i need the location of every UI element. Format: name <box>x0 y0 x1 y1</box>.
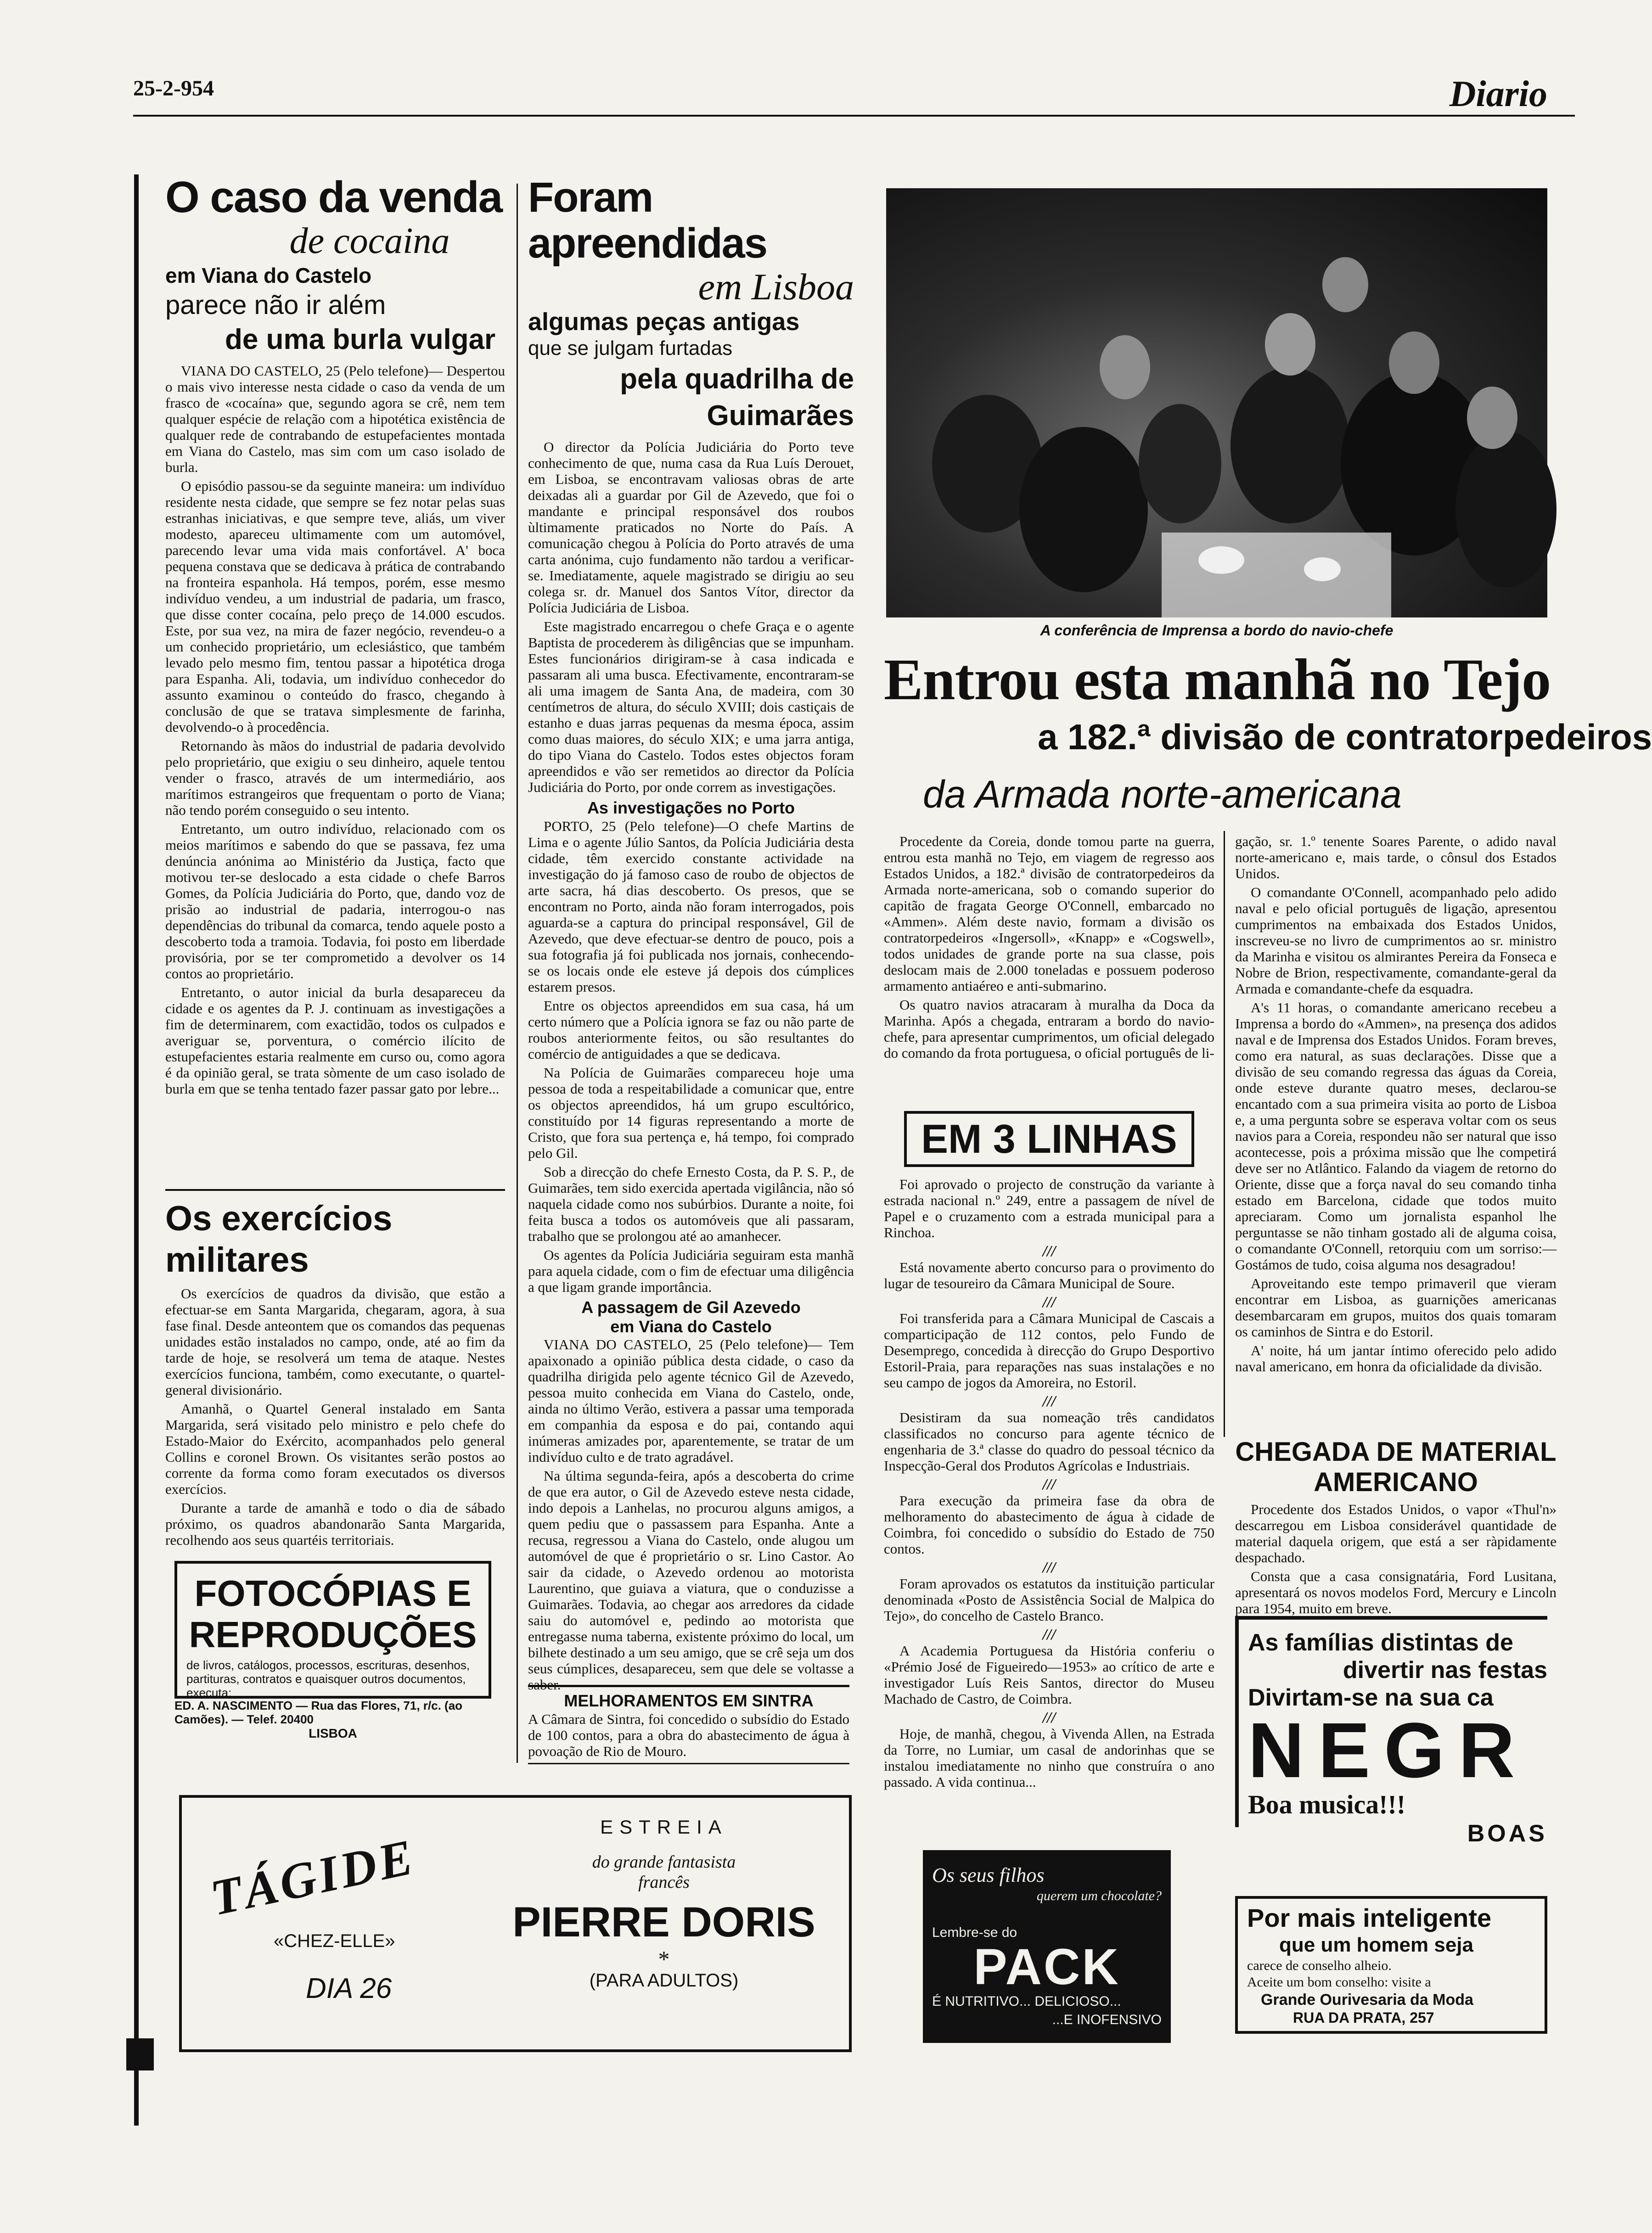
paragraph: Retornando às mãos do industrial de padaria devolvido pelo proprietário, que exigiu o seu dinheiro, aquele tentou vender o frasco, através de um intermediário, aos marítimos estrangeiros que frequentam o porto de Viana; não tendo porém conseguido o seu intento. <box>165 738 505 818</box>
paragraph: Entretanto, o autor inicial da burla desapareceu da cidade e os agentes da P. J. continuam as investigações a fim de determinarem, com exactidão, todos os culpados e averiguar se, porventura, o comércio ilícito de estupefacientes estaria realmente em curso ou, como agora é da opinião geral, se trata sòmente de um caso isolado de burla em que se tenha tentado fazer passar gato por lebre... <box>165 984 505 1097</box>
adultos-label: (PARA ADULTOS) <box>589 1970 739 1991</box>
paragraph: A's 11 horas, o comandante americano recebeu a Imprensa a bordo do «Ammen», na presença dos adidos naval e de Imprensa dos Estados Unidos. Foram breves, como era natural, as suas declarações. Disse que a divisão de seu comando regressa das águas da Coreia, onde esteve durante quatro meses, declarou-se encantado com a sua primeira visita ao porto de Lisboa e, a uma pergunta sobre se esperava voltar com os seus navios para a Coreia, respondeu não ser natural que isso acontecesse, pois a próxima missão que lhe competirá deve ser no Atlântico. Falando da viagem de retorno do Oriente, disse que a força naval do seu comando tinha estado em Barcelona, cidade que todos muito apreciaram. Como um jornalista espanhol lhe perguntasse se não tinham gostado ali de alguma coisa, o comandante O'Connell, retorquiu com um sorriso:—Gostámos de tudo, coisa alguma nos desagradou! <box>1235 999 1556 1273</box>
pierre-doris-block <box>503 1816 825 1991</box>
apreendidas-subtitle-2b: em Viana do Castelo <box>610 1317 772 1336</box>
exercicios-article <box>165 1198 505 1551</box>
apreendidas-title-4: que se julgam furtadas <box>528 337 733 359</box>
sintra-article <box>528 1685 849 1764</box>
tagide-ad <box>179 1795 852 2052</box>
chegada-article <box>1235 1437 1556 1619</box>
apreendidas-body <box>528 439 854 1693</box>
separator: /// <box>1042 1476 1056 1493</box>
paragraph: Aproveitando este tempo primaveril que vieram encontrar em Lisboa, as guarnições americanas desembarcaram em grupos, muitos dos quais tomaram os caminhos de Sintra e do Estoril. <box>1235 1275 1556 1340</box>
header-rule <box>133 115 1575 117</box>
paragraph: Procedente da Coreia, donde tomou parte na guerra, entrou esta manhã no Tejo, em viagem de regresso aos Estados Unidos, a 182.ª divisão de contratorpedeiros da Armada norte-americana, sob o comando superior do capitão de fragata George O'Connell, embarcado no «Ammen». Além deste navio, formam a divisão os contratorpedeiros «Ingersoll», «Knapp» e «Cogswell», todos unidades de grande porte na sua classe, pois deslocam mais de 2.000 toneladas e possuem poderoso armamento antiaéreo e anti-submarino. <box>884 833 1214 994</box>
cocaina-title-4: parece não ir além <box>165 290 386 320</box>
separator: /// <box>1042 1393 1056 1410</box>
apreendidas-article <box>528 174 854 1695</box>
paragraph: Na Polícia de Guimarães compareceu hoje uma pessoa de toda a respeitabilidade a comunicar que, entre os objectos apreendidos, há um grupo escultórico, constituído por 14 figuras representando a morte de Cristo, que fora sua pertença e, há tempo, foi comprado pelo Gil. <box>528 1065 854 1161</box>
exercicios-title: Os exercícios militares <box>165 1199 393 1279</box>
ourivesaria-line-6: RUA DA PRATA, 257 <box>1293 2009 1434 2026</box>
list-item: Está novamente aberto concurso para o provimento do lugar de tesoureiro da Câmara Municipal de Soure. <box>884 1259 1214 1291</box>
paragraph: gação, sr. 1.º tenente Soares Parente, o adido naval norte-americano e, mais tarde, o cônsul dos Estados Unidos. <box>1235 833 1556 881</box>
paragraph: O comandante O'Connell, acompanhado pelo adido naval e pelo oficial português de ligação, apresentou cumprimentos na embaixada dos Estados Unidos, inscreveu-se no livro de cumprimentos ao sr. ministro da Marinha e visitou os almirantes Pereira da Fonseca e Nobre de Brion, respectivamente, comandante-geral da Armada e comandante-chefe da esquadra. <box>1235 884 1556 997</box>
ourivesaria-ad <box>1235 1896 1547 2034</box>
pack-line-1: Os seus filhos <box>932 1864 1045 1886</box>
star-mark: * <box>658 1946 670 1972</box>
list-item: Desistiram da sua nomeação três candidatos classificados no concurso para agente técnico de engenharia de 3.ª classe do quadro do pessoal técnico da Inspecção-Geral dos Produtos Agrícolas e Industriais. <box>884 1409 1214 1474</box>
negro-line-5: BOAS <box>1467 1820 1547 1847</box>
apreendidas-title-5: pela quadrilha de Guimarães <box>620 363 854 432</box>
bottom-left-mark <box>126 2038 154 2070</box>
pack-ad <box>923 1850 1171 2043</box>
tejo-title-3: da Armada norte-americana <box>923 773 1402 816</box>
ourivesaria-line-2: que um homem seja <box>1279 1934 1474 1956</box>
rule <box>165 1189 505 1191</box>
paragraph: Os exercícios de quadros da divisão, que estão a efectuar-se em Santa Margarida, chegaram, agora, à sua fase final. Desde anteontem que os comandos das pequenas unidades estão instalados no campo, onde, até ao fim da tarde de hoje, se resolverá um tema de ataque. Nestes exercícios funciona, também, como executante, o quartel-general divisionário. <box>165 1285 505 1398</box>
paragraph: VIANA DO CASTELO, 25 (Pelo telefone)— Tem apaixonado a opinião pública desta cidade, o caso da quadrilha dirigida pelo agente técnico Gil de Azevedo, pessoa muito conhecida em Viana do Castelo, onde, ainda no último Verão, estivera a passar uma temporada em companhia da esposa e do pai, contando aqui inúmeras amizades por, aparentemente, se tratar de um indivíduo culto e de trato agradável. <box>528 1336 854 1465</box>
fotocopias-address-block <box>174 1699 491 1741</box>
em3linhas-list <box>884 1176 1214 1790</box>
em3linhas-section <box>884 1111 1214 1793</box>
pierre-doris-name: PIERRE DORIS <box>512 1899 815 1946</box>
cocaina-title-1: O caso da venda <box>165 173 502 222</box>
separator: /// <box>1042 1709 1056 1726</box>
paragraph: Durante a tarde de amanhã e todo o dia de sábado próximo, os quadros abandonarão Santa Margarida, recolhendo aos seus quartéis territoriais. <box>165 1500 505 1548</box>
negro-big: NEGR <box>1248 1707 1529 1794</box>
paragraph: PORTO, 25 (Pelo telefone)—O chefe Martins de Lima e o agente Júlio Santos, da Polícia Judiciária desta cidade, têm exercido constante actividade na investigação do já famoso caso de roubo de objectos de arte sacra, há dias descoberto. Os presos, que se encontram no Porto, ainda não foram interrogados, pois aguarda-se a captura do principal responsável, Gil de Azevedo, que deve efectuar-se dentro de pouco, pois a sua fotografia já foi publicada nos jornais, conhecendo-se os locais onde ele esteve já depois dos cúmplices estarem presos. <box>528 818 854 995</box>
separator: /// <box>1042 1243 1056 1260</box>
paragraph: Entre os objectos apreendidos em sua casa, há um certo número que a Polícia ignora se faz ou não parte de roubos anteriormente feitos, ou são resultantes do comércio de antiguidades a que se dedicava. <box>528 998 854 1062</box>
fotocopias-city: LISBOA <box>309 1726 357 1740</box>
list-item: Foi transferida para a Câmara Municipal de Cascais a comparticipação de 112 contos, pelo Fundo de Desemprego, concedida à direcção do Grupo Desportivo Estoril-Praia, para reparações nas suas instalações e no seu campo de jogos da Amoreira, no Estoril. <box>884 1310 1214 1391</box>
ourivesaria-line-4: Aceite um bom conselho: visite a <box>1247 1975 1431 1990</box>
apreendidas-title-3: algumas peças antigas <box>528 308 800 336</box>
cocaina-body <box>165 363 505 1097</box>
list-item: Foram aprovados os estatutos da instituição particular denominada «Posto de Assistência Social de Malpica do Tejo», do concelho de Castelo Branco. <box>884 1576 1214 1624</box>
paragraph: Os agentes da Polícia Judiciária seguiram esta manhã para aquela cidade, com o fim de efectuar uma diligência a que ligam grande importância. <box>528 1247 854 1295</box>
paragraph: O director da Polícia Judiciária do Porto teve conhecimento de que, numa casa da Rua Luís Derouet, em Lisboa, se encontravam valiosas obras de arte deixadas ali a guardar por Gil de Azevedo, que foi o mandante e principal responsável dos roubos ùltimamente praticados no Norte do País. A comunicação chegou à Polícia do Porto através de uma carta anónima, cujo fundamento não tardou a verificar-se. Imediatamente, aquele magistrado se dirigiu ao seu colega sr. dr. Manuel dos Santos Vítor, director da Polícia Judiciária de Lisboa. <box>528 439 854 616</box>
page-date: 25-2-954 <box>133 76 214 101</box>
tagide-logo: TÁGIDE <box>206 1828 421 1926</box>
paragraph: Os quatro navios atracaram à muralha da Doca da Marinha. Após a chegada, entraram a bordo do navio-chefe, para apresentar cumprimentos, um oficial delegado do comando da frota portuguesa, o oficial português de li- <box>884 997 1214 1061</box>
tagide-date: DIA 26 <box>306 1973 392 2004</box>
column-divider <box>1224 831 1225 1437</box>
frances-label: francês <box>638 1873 690 1892</box>
pack-line-2: querem um chocolate? <box>1036 1888 1162 1903</box>
ourivesaria-line-1: Por mais inteligente <box>1247 1903 1492 1932</box>
negro-line-1: As famílias distintas de <box>1248 1629 1513 1656</box>
paragraph: Amanhã, o Quartel General instalado em Santa Margarida, será visitado pelo ministro e pelo chefe do Estado-Maior do Exército, acompanhados pelo general Collins e coronel Brown. Os visitantes serão postos ao corrente da forma como foram executados os diversos exercícios. <box>165 1401 505 1497</box>
list-item: Hoje, de manhã, chegou, à Vivenda Allen, na Estrada da Torre, no Lumiar, um casal de andorinhas que se instalou imediatamente no ninho que construíra o ano passado. A vida continua... <box>884 1726 1214 1790</box>
apreendidas-title-2: em Lisboa <box>698 266 854 308</box>
separator: /// <box>1042 1294 1056 1311</box>
paragraph: Na última segunda-feira, após a descoberta do crime de que era autor, o Gil de Azevedo esteve nesta cidade, indo depois a Lanhelas, no procurou alguns amigos, a quem pediu que o passassem para Espanha. Ante a recusa, regressou a Viana do Castelo, onde alugou um automóvel de que é proprietário o sr. Lino Castor. Ao sair da cidade, o Azevedo ordenou ao motorista Laurentino, que guiava a viatura, que o conduzisse a Guimarães. Todavia, ao chegar aos arredores da cidade saiu do automóvel e, pedindo ao motorista que entregasse numa taberna, existente próximo do local, um bilhete destinado a um seu amigo, que se crê seja um dos seus cúmplices, desapareceu, sem que dele se voltasse a saber. <box>528 1468 854 1693</box>
list-item: Foi aprovado o projecto de construção da variante à estrada nacional n.º 249, entre a passagem de nível de Papel e o cruzamento com a estrada municipal para a Rinchoa. <box>884 1176 1214 1240</box>
apreendidas-subtitle-2a: A passagem de Gil Azevedo <box>581 1298 801 1317</box>
left-border <box>134 174 139 2126</box>
photo-silhouettes <box>886 188 1547 617</box>
estreia-label: ESTREIA <box>600 1816 728 1838</box>
ourivesaria-line-3: carece de conselho alheio. <box>1247 1958 1392 1973</box>
tejo-body-col1 <box>884 833 1214 1064</box>
apreendidas-subtitle-1: As investigações no Porto <box>587 798 795 817</box>
paragraph: VIANA DO CASTELO, 25 (Pelo telefone)— Despertou o mais vivo interesse nesta cidade o caso da venda de um frasco de «cocaína» que, segundo agora se crê, nem tem qualquer espécie de relação com a hipotética existência de qualquer rede de contrabando de estupefacientes montada em Viana do Castelo, mas sim com um caso isolado de burla. <box>165 363 505 475</box>
sintra-body: A Câmara de Sintra, foi concedido o subsídio do Estado de 100 contos, para a obra do abastecimento de água à povoação de Rio de Mouro. <box>528 1711 849 1759</box>
exercicios-body <box>165 1285 505 1548</box>
cocaina-title-5: de uma burla vulgar <box>225 324 496 355</box>
paragraph: Procedente dos Estados Unidos, o vapor «Thul'n» descarregou em Lisboa considerável quantidade de material daquela origem, que está a ser ràpidamente despachado. <box>1235 1501 1556 1565</box>
cocaina-title-3: em Viana do Castelo <box>165 264 372 287</box>
list-item: Para execução da primeira fase da obra de melhoramento do abastecimento de água à cidade de Coimbra, foi concedido o subsídio do Estado de 750 contos. <box>884 1492 1214 1557</box>
apreendidas-title-1: Foram apreendidas <box>528 174 767 267</box>
fotocopias-title-2: REPRODUÇÕES <box>189 1614 477 1655</box>
chegada-body <box>1235 1501 1556 1616</box>
paragraph: Este magistrado encarregou o chefe Graça e o agente Baptista de procederem às diligências que se impunham. Estes funcionários dirigiram-se à casa indicada e passaram ali uma busca. Efectivamente, encontraram-se ali uma imagem de Santa Ana, de madeira, com 30 centímetros de altura, do século XVIII; dois castiçais de estanho e duas jarras pequenas da mesma época, assim como duas maiores, do século XIX; e uma jarra antiga, do tipo Viana do Castelo. Todos estes objectos foram apreendidos e vão ser remetidos ao director da Polícia Judiciária do Porto, por onde correm as investigações. <box>528 618 854 795</box>
em3linhas-title: EM 3 LINHAS <box>904 1111 1194 1167</box>
paragraph: Entretanto, um outro indivíduo, relacionado com os meios marítimos e sabendo do que se passava, fez uma denúncia anónima ao Ministério da Justiça, facto que motivou ter-se deslocado a esta cidade o chefe Barros Gomes, da Polícia Judiciária do Porto, que, dando voz de prisão ao industrial de padaria, interrogou-o nas dependências do tribunal da comarca, tendo aquele posto a descoberto toda a tramoia. Todavia, foi posto em liberdade provisória, por se ter comprometido a devolver os 14 contos ao proprietário. <box>165 821 505 982</box>
negro-line-4: Boa musica!!! <box>1248 1790 1406 1819</box>
cocaina-title-2: de cocaina <box>289 221 450 261</box>
newspaper-name: Diario <box>1449 74 1547 114</box>
fotocopias-ad <box>174 1561 491 1699</box>
pack-slogan-1: É NUTRITIVO... DELICIOSO... <box>932 1994 1121 2009</box>
fotocopias-address: ED. A. NASCIMENTO — Rua das Flores, 71, r/c. (ao Camões). — Telef. 20400 <box>174 1699 463 1726</box>
separator: /// <box>1042 1626 1056 1643</box>
tejo-title-2: a 182.ª divisão de contratorpedeiros <box>1038 717 1652 757</box>
fotocopias-body: de livros, catálogos, processos, escrituras, desenhos, partituras, contratos e quaisquer outros documentos, executa: <box>186 1658 470 1700</box>
paragraph: O episódio passou-se da seguinte maneira: um indivíduo residente nesta cidade, que sempre se fez notar pelas suas estranhas iniciativas, e que sempre teve, aliás, um viver modesto, apareceu ultimamente com um automóvel, parecendo levar uma vida mais confortável. A' boca pequena constava que se dedicava à prática de contrabando na fronteira espanhola. Há tempos, porém, esse mesmo indivíduo vendeu, a um industrial de padaria, um frasco, que disse conter cocaína, pelo preço de 14.000 escudos. Este, por sua vez, na mira de fazer negócio, revendeu-o a um conhecido proprietário, um eclesiástico, que também levado pelo mesmo fim, tentou passar a hipotética droga para Espanha. Ali, todavia, um indivíduo conhecedor do assunto examinou o conteúdo do frasco, chegando à conclusão de que se tratava simplesmente de farinha, devolvendo-o à procedência. <box>165 478 505 735</box>
tejo-title-1: Entrou esta manhã no Tejo <box>884 647 1551 712</box>
tagide-sub: «CHEZ-ELLE» <box>274 1931 395 1951</box>
pack-brand: PACK <box>973 1939 1120 1995</box>
chegada-title-1: CHEGADA DE MATERIAL <box>1235 1437 1556 1467</box>
paragraph: A' noite, há um jantar íntimo oferecido pelo adido naval americano, em honra da oficialidade da divisão. <box>1235 1342 1556 1375</box>
ourivesaria-line-5: Grande Ourivesaria da Moda <box>1261 1991 1473 2009</box>
tejo-body-col2 <box>1235 833 1556 1377</box>
negro-line-2: divertir nas festas <box>1343 1657 1547 1683</box>
separator: /// <box>1042 1559 1056 1576</box>
column-divider <box>517 184 518 1763</box>
press-conference-photo <box>886 188 1547 617</box>
paragraph: Consta que a casa consignatária, Ford Lusitana, apresentará os novos modelos Ford, Mercury e Lincoln para 1954, muito em breve. <box>1235 1568 1556 1616</box>
negro-ad <box>1235 1616 1547 1847</box>
do-grande-label: do grande fantasista <box>592 1852 736 1872</box>
list-item: A Academia Portuguesa da História conferiu o «Prémio José de Figueiredo—1953» ao crítico de arte e investigador Luís Reis Santos, director do Museu Machado de Castro, de Coimbra. <box>884 1643 1214 1707</box>
chegada-title-2: AMERICANO <box>1314 1467 1478 1497</box>
negro-line-3: Divirtam-se na sua ca <box>1248 1684 1494 1711</box>
fotocopias-title-1: FOTOCÓPIAS E <box>194 1573 472 1614</box>
photo-caption: A conferência de Imprensa a bordo do navio-chefe <box>1040 622 1394 639</box>
sintra-title: MELHORAMENTOS EM SINTRA <box>564 1691 814 1710</box>
paragraph: Sob a direcção do chefe Ernesto Costa, da P. S. P., de Guimarães, tem sido exercida apertada vigilância, não só naquela cidade como nos subúrbios. Durante a noite, foi feita busca a todos os automóveis que ali passaram, trabalho que se prolongou até ao amanhecer. <box>528 1164 854 1244</box>
pack-slogan-2: ...E INOFENSIVO <box>1052 2012 1162 2027</box>
cocaina-article <box>165 174 505 1100</box>
pack-lembre: Lembre-se do <box>932 1925 1017 1940</box>
